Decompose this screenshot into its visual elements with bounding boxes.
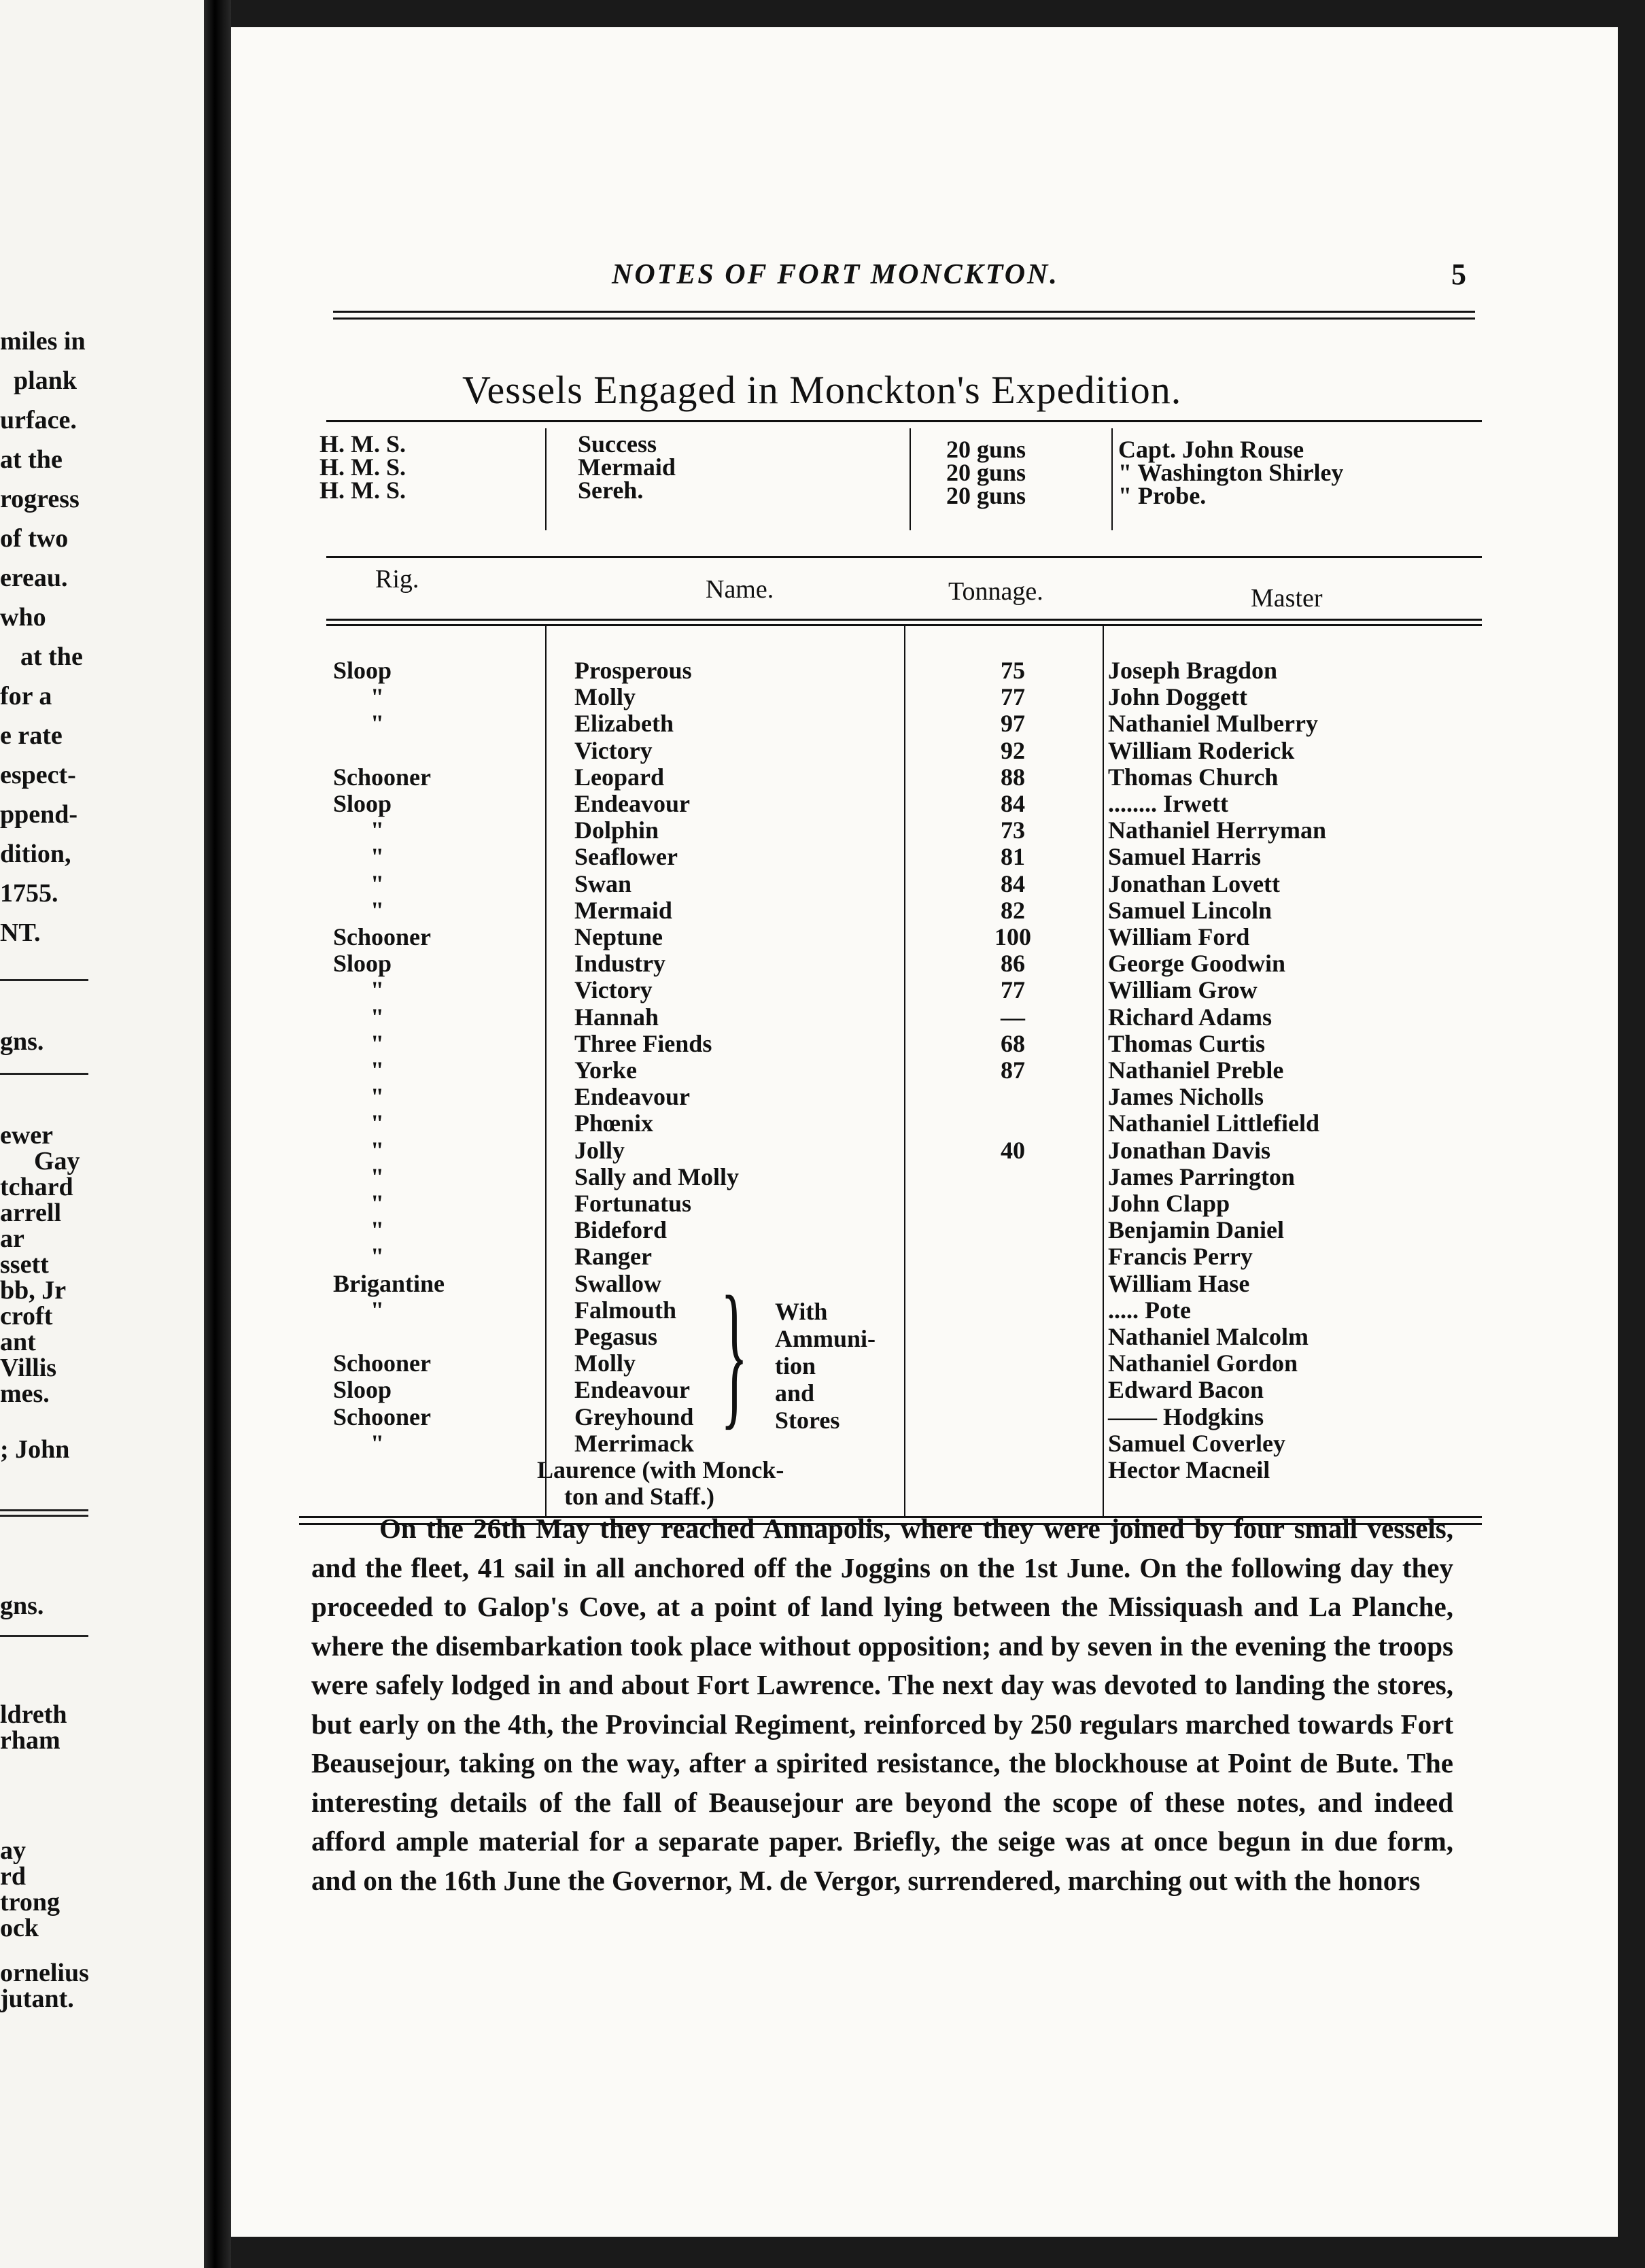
- vessel-master: ..... Pote: [1108, 1296, 1191, 1324]
- column-header-tonnage: Tonnage.: [948, 577, 1043, 606]
- left-page-fragment: at the: [20, 642, 83, 671]
- table-top-rule: [326, 420, 1482, 422]
- column-header-name: Name.: [706, 575, 774, 604]
- left-page-rule: [0, 1509, 88, 1511]
- vessel-master: Edward Bacon: [1108, 1376, 1264, 1403]
- vessel-master: Jonathan Davis: [1108, 1137, 1271, 1164]
- table-header-rule: [326, 619, 1482, 621]
- vessel-tonnage: —: [1001, 1003, 1025, 1031]
- vessel-master: Thomas Curtis: [1108, 1030, 1266, 1057]
- vessel-rig: ": [370, 1163, 384, 1190]
- vessel-tonnage: 84: [1001, 790, 1025, 817]
- vessel-name: Mermaid: [574, 897, 672, 924]
- left-page-fragment: 1755.: [0, 879, 58, 908]
- vessel-rig: Schooner: [333, 1403, 431, 1430]
- vessel-master: Joseph Bragdon: [1108, 657, 1278, 684]
- vessel-name: Victory: [574, 737, 653, 764]
- left-page-fragment: of two: [0, 524, 69, 553]
- vessel-rig: ": [370, 1003, 384, 1031]
- left-page-fragment: ldreth: [0, 1700, 67, 1729]
- left-page-rule: [0, 1635, 88, 1637]
- left-page-fragment: ereau.: [0, 564, 68, 592]
- body-paragraph: [311, 1509, 1453, 1900]
- vessel-name: Phœnix: [574, 1110, 654, 1137]
- left-page-fragment: arrell: [0, 1199, 62, 1227]
- left-page-fragment: who: [0, 603, 46, 632]
- vessel-master: Richard Adams: [1108, 1003, 1272, 1031]
- vessel-rig: ": [370, 1243, 384, 1270]
- column-header-master: Master: [1251, 584, 1323, 613]
- vessel-name: Laurence (with Monck-: [537, 1456, 784, 1483]
- left-page-fragment: ; John: [0, 1435, 70, 1464]
- vessel-name: Prosperous: [574, 657, 692, 684]
- vessel-name: ton and Staff.): [564, 1483, 715, 1510]
- vessel-rig: ": [370, 976, 384, 1003]
- stores-note: tion: [775, 1352, 816, 1379]
- warship-rig: H. M. S.: [319, 430, 406, 458]
- vessel-rig: Brigantine: [333, 1270, 445, 1297]
- vessel-master: —— Hodgkins: [1108, 1403, 1264, 1430]
- vessel-rig: ": [370, 1083, 384, 1110]
- vessel-master: Nathaniel Herryman: [1108, 817, 1326, 844]
- column-divider: [904, 625, 905, 1516]
- warship-rig: H. M. S.: [319, 453, 406, 481]
- left-page-fragment: ornelius: [0, 1959, 89, 1987]
- left-page-fragment: mes.: [0, 1379, 50, 1408]
- vessel-rig: ": [370, 870, 384, 897]
- vessel-master: Samuel Lincoln: [1108, 897, 1272, 924]
- vessel-rig: ": [370, 1056, 384, 1084]
- vessel-rig: ": [370, 710, 384, 737]
- warship-guns: 20 guns: [946, 482, 1026, 509]
- vessel-tonnage: 97: [1001, 710, 1025, 737]
- warship-name: Mermaid: [578, 453, 676, 481]
- left-page-fragment: croft: [0, 1302, 53, 1330]
- page-number: 5: [1451, 258, 1466, 291]
- left-page-fragment: ewer: [0, 1121, 54, 1150]
- stores-brace: }: [721, 1262, 748, 1443]
- vessel-rig: ": [370, 1137, 384, 1164]
- vessel-name: Victory: [574, 976, 653, 1003]
- vessel-master: ........ Irwett: [1108, 790, 1228, 817]
- left-page-fragment: e rate: [0, 721, 63, 750]
- vessel-master: Samuel Coverley: [1108, 1430, 1285, 1457]
- vessel-master: Nathaniel Littlefield: [1108, 1110, 1319, 1137]
- column-divider: [545, 625, 547, 1516]
- vessel-name: Greyhound: [574, 1403, 694, 1430]
- header-rule: [333, 317, 1475, 320]
- vessel-name: Swan: [574, 870, 632, 897]
- left-page-fragment: plank: [14, 366, 77, 395]
- vessel-rig: ": [370, 897, 384, 924]
- column-divider: [1103, 625, 1104, 1516]
- vessel-tonnage: 75: [1001, 657, 1025, 684]
- book-gutter: [204, 0, 231, 2268]
- vessel-master: Nathaniel Mulberry: [1108, 710, 1318, 737]
- paragraph-text: On the 26th May they reached Annapolis, where they were joined by four small vessels, and the fleet, 41 sail in all anchored off the Joggins on the 1st June. On the following day they proceeded to Galop's Cove, at a point of land lying between the Missiquash and La Planche, where the disembarkation took place without opposition; and by seven in the evening the troops were safely lodged in and about Fort Lawrence. The next day was devoted to landing the stores, but early on the 4th, the Provincial Regiment, reinforced by 250 regulars marched towards Fort Beausejour, taking on the way, after a spirited resistance, the blockhouse at Point de Bute. The interesting details of the fall of Beausejour are beyond the scope of these notes, and indeed afford ample material for a separate paper. Briefly, the seige was at once begun in due form, and on the 16th June the Governor, M. de Vergor, surrendered, marching out with the honors: [311, 1513, 1453, 1896]
- left-page-fragment: ock: [0, 1914, 39, 1942]
- vessel-rig: Sloop: [333, 950, 392, 977]
- left-page-fragment: ar: [0, 1224, 24, 1253]
- vessel-rig: Sloop: [333, 657, 392, 684]
- stores-note: Ammuni-: [775, 1325, 876, 1352]
- vessel-rig: Schooner: [333, 763, 431, 791]
- vessel-master: James Nicholls: [1108, 1083, 1264, 1110]
- warship-rig: H. M. S.: [319, 477, 406, 504]
- left-page-rule: [0, 979, 88, 981]
- left-page-fragment: ppend-: [0, 800, 78, 829]
- table-title: Vessels Engaged in Monckton's Expedition.: [462, 368, 1182, 412]
- vessel-master: Francis Perry: [1108, 1243, 1253, 1270]
- vessel-tonnage: 68: [1001, 1030, 1025, 1057]
- vessel-rig: ": [370, 843, 384, 870]
- warship-name: Success: [578, 430, 657, 458]
- warship-master: Capt. John Rouse: [1118, 436, 1304, 463]
- vessel-master: Nathaniel Preble: [1108, 1056, 1284, 1084]
- vessel-name: Ranger: [574, 1243, 652, 1270]
- vessel-name: Molly: [574, 683, 636, 710]
- vessel-name: Sally and Molly: [574, 1163, 740, 1190]
- left-page-fragment: trong: [0, 1888, 60, 1917]
- vessel-master: John Clapp: [1108, 1190, 1230, 1217]
- vessel-tonnage: 73: [1001, 817, 1025, 844]
- vessel-master: William Hase: [1108, 1270, 1250, 1297]
- vessel-master: William Roderick: [1108, 737, 1295, 764]
- vessel-rig: ": [370, 1216, 384, 1243]
- vessel-tonnage: 84: [1001, 870, 1025, 897]
- left-page-fragment: gns.: [0, 1592, 44, 1620]
- vessel-master: Thomas Church: [1108, 763, 1279, 791]
- left-page-fragment: rd: [0, 1862, 26, 1891]
- vessel-tonnage: 88: [1001, 763, 1025, 791]
- vessel-rig: Sloop: [333, 1376, 392, 1403]
- left-page-fragment: jutant.: [0, 1984, 74, 2013]
- vessel-rig: Sloop: [333, 790, 392, 817]
- left-page-fragment: espect-: [0, 761, 76, 789]
- left-page-fragment: at the: [0, 445, 63, 474]
- left-page-fragment: tchard: [0, 1173, 73, 1201]
- vessel-tonnage: 77: [1001, 683, 1025, 710]
- vessel-name: Swallow: [574, 1270, 662, 1297]
- vessel-name: Three Fiends: [574, 1030, 712, 1057]
- vessel-tonnage: 40: [1001, 1137, 1025, 1164]
- vessel-name: Falmouth: [574, 1296, 677, 1324]
- column-divider: [1111, 428, 1113, 530]
- page: [231, 27, 1618, 2237]
- vessel-name: Endeavour: [574, 790, 691, 817]
- vessel-master: George Goodwin: [1108, 950, 1285, 977]
- vessel-master: Hector Macneil: [1108, 1456, 1270, 1483]
- left-page-fragment: bb, Jr: [0, 1276, 67, 1305]
- vessel-rig: ": [370, 817, 384, 844]
- left-page-fragment: ant: [0, 1328, 36, 1356]
- vessel-name: Merrimack: [574, 1430, 694, 1457]
- left-page-rule: [0, 1073, 88, 1075]
- stores-note: With: [775, 1298, 828, 1325]
- vessel-name: Endeavour: [574, 1376, 691, 1403]
- vessel-master: James Parrington: [1108, 1163, 1295, 1190]
- vessel-name: Neptune: [574, 923, 663, 950]
- vessel-tonnage: 100: [994, 923, 1031, 950]
- vessel-master: Benjamin Daniel: [1108, 1216, 1285, 1243]
- vessel-rig: ": [370, 683, 384, 710]
- vessel-rig: ": [370, 1190, 384, 1217]
- left-page-fragment: ay: [0, 1836, 26, 1865]
- stores-note: and: [775, 1379, 815, 1407]
- left-page-fragment: miles in: [0, 327, 86, 356]
- left-page-fragment: Gay: [34, 1147, 80, 1175]
- column-divider: [910, 428, 911, 530]
- left-page-fragment: rham: [0, 1726, 60, 1755]
- header-rule: [333, 311, 1475, 313]
- vessel-name: Pegasus: [574, 1323, 658, 1350]
- left-page-fragment: for a: [0, 682, 52, 710]
- left-page-fragment: gns.: [0, 1027, 44, 1056]
- stores-note: Stores: [775, 1407, 840, 1434]
- vessel-rig: Schooner: [333, 1350, 431, 1377]
- vessel-name: Molly: [574, 1350, 636, 1377]
- vessel-rig: ": [370, 1110, 384, 1137]
- vessel-master: Nathaniel Malcolm: [1108, 1323, 1309, 1350]
- vessel-rig: ": [370, 1030, 384, 1057]
- column-divider: [545, 428, 547, 530]
- vessel-master: John Doggett: [1108, 683, 1247, 710]
- vessel-name: Fortunatus: [574, 1190, 692, 1217]
- vessel-name: Yorke: [574, 1056, 637, 1084]
- vessel-name: Hannah: [574, 1003, 659, 1031]
- warship-master: " Probe.: [1118, 482, 1207, 509]
- warship-master: " Washington Shirley: [1118, 459, 1344, 486]
- vessel-tonnage: 77: [1001, 976, 1025, 1003]
- left-page-rule: [0, 1515, 88, 1517]
- left-page-fragment: NT.: [0, 918, 41, 947]
- vessel-name: Bideford: [574, 1216, 668, 1243]
- left-page-fragment: rogress: [0, 485, 80, 513]
- vessel-tonnage: 86: [1001, 950, 1025, 977]
- vessel-tonnage: 92: [1001, 737, 1025, 764]
- vessel-master: William Ford: [1108, 923, 1250, 950]
- warship-guns: 20 guns: [946, 436, 1026, 463]
- vessel-master: Jonathan Lovett: [1108, 870, 1281, 897]
- vessel-name: Seaflower: [574, 843, 678, 870]
- vessel-name: Jolly: [574, 1137, 625, 1164]
- warship-guns: 20 guns: [946, 459, 1026, 486]
- warship-name: Sereh.: [578, 477, 644, 504]
- vessel-master: Nathaniel Gordon: [1108, 1350, 1298, 1377]
- table-rule: [326, 556, 1482, 558]
- vessel-rig: ": [370, 1430, 384, 1457]
- running-title: NOTES OF FORT MONCKTON.: [612, 259, 1059, 290]
- vessel-name: Elizabeth: [574, 710, 674, 737]
- left-page-fragment: urface.: [0, 406, 77, 434]
- vessel-name: Leopard: [574, 763, 665, 791]
- left-page-fragment: dition,: [0, 840, 71, 868]
- column-header-rig: Rig.: [375, 565, 419, 594]
- left-page-fragment: Villis: [0, 1354, 57, 1382]
- vessel-name: Industry: [574, 950, 666, 977]
- vessel-master: William Grow: [1108, 976, 1258, 1003]
- vessel-name: Dolphin: [574, 817, 659, 844]
- vessel-tonnage: 81: [1001, 843, 1025, 870]
- vessel-rig: Schooner: [333, 923, 431, 950]
- vessel-master: Samuel Harris: [1108, 843, 1261, 870]
- left-page-fragment: ssett: [0, 1250, 49, 1279]
- vessel-tonnage: 82: [1001, 897, 1025, 924]
- vessel-rig: ": [370, 1296, 384, 1324]
- facing-page: [0, 0, 204, 2268]
- vessel-name: Endeavour: [574, 1083, 691, 1110]
- vessel-tonnage: 87: [1001, 1056, 1025, 1084]
